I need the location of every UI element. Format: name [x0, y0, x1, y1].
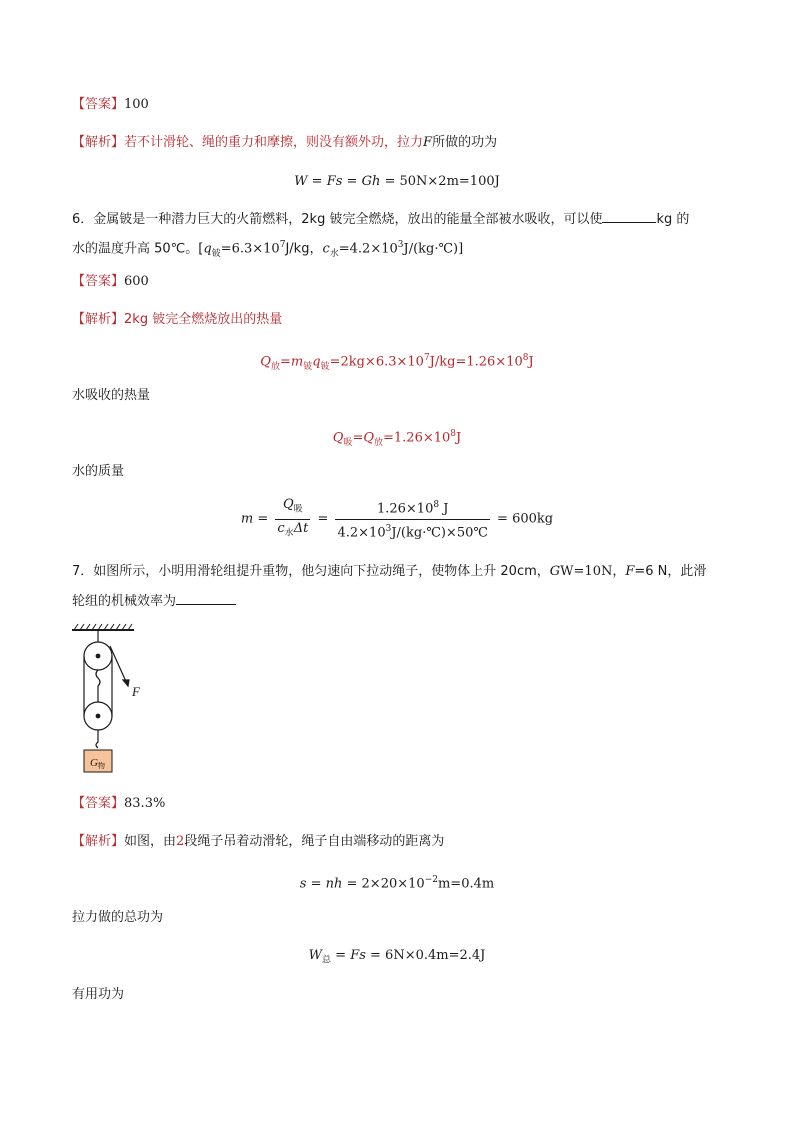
q7-stem-line2	[72, 590, 236, 612]
q7-text-useful	[72, 985, 124, 1005]
q7-answer	[72, 794, 165, 814]
q-exp: 7	[279, 240, 286, 250]
eq-sub: 放	[270, 361, 280, 372]
movable-pulley	[84, 670, 112, 748]
frac-den-c: c	[277, 520, 285, 536]
eq-fs: Fs	[350, 948, 366, 963]
q7-equation-1	[0, 870, 794, 894]
q-symbol: q	[203, 241, 212, 257]
q7-stem-text: 7．如图所示，小明用滑轮组提升重物，他匀速向下拉动绳子，使物体上升 20cm，	[72, 564, 550, 579]
frac-num: 1.26×10	[376, 501, 434, 517]
eq-fs: Fs	[326, 174, 343, 189]
analysis-text: 2kg 铍完全燃烧放出的热量	[124, 312, 283, 327]
eq-rest: = 50N×2m=100J	[380, 174, 500, 189]
eq-sign: =	[306, 876, 326, 892]
q7-stem-text2: 轮组的机械效率为	[72, 594, 177, 609]
force-variable: F	[423, 135, 433, 150]
frac-sub: 吸	[293, 504, 303, 515]
stem-text: =10N，	[573, 564, 626, 579]
answer-tag: 【答案】	[72, 274, 125, 289]
eq-sign: =	[331, 948, 351, 963]
frac-unit: J	[439, 501, 449, 517]
weight-g: G	[90, 757, 98, 769]
force-label: F	[132, 684, 140, 699]
stem-g-sub: W	[560, 564, 574, 579]
eq-exp: 8	[450, 429, 457, 439]
fraction-1	[275, 496, 310, 542]
q7-stem-line1	[72, 562, 706, 582]
eq-gh: Gh	[361, 174, 381, 189]
eq-exp: 8	[522, 353, 529, 363]
answer-value: 83.3%	[124, 796, 166, 811]
analysis-text: 拉力做的总功为	[72, 910, 164, 925]
eq-nh: nh	[325, 876, 343, 892]
eq-q: Q	[260, 354, 271, 370]
answer-tag: 【答案】	[72, 97, 125, 112]
analysis-tag: 【解析】	[72, 135, 125, 150]
c-exp: 3	[397, 240, 404, 250]
q-sub: 铍	[211, 248, 221, 259]
eq-rest: =1.26×10	[383, 430, 451, 446]
weight-sub: 物	[97, 762, 105, 770]
eq-m: =m	[279, 354, 304, 370]
eq-unit: m=0.4m	[437, 876, 495, 892]
q6-answer	[72, 272, 149, 292]
frac-exp: 8	[433, 500, 440, 511]
eq-sign: =	[342, 174, 362, 189]
q6-stem-text-end: kg 的	[656, 212, 690, 227]
c-symbol: c	[322, 241, 330, 257]
eq-exp: 7	[423, 353, 430, 363]
q6-stem-line2	[72, 235, 463, 264]
analysis-number: 2	[176, 834, 185, 849]
q6-text-absorb	[72, 386, 150, 406]
eq-s: s	[299, 876, 307, 892]
c-value: =4.2×10	[338, 241, 398, 257]
q7-analysis	[72, 832, 444, 852]
q6-stem-text: 6．金属铍是一种潜力巨大的火箭燃料，2kg 铍完全燃烧，放出的能量全部被水吸收，可以使	[72, 212, 603, 227]
q7-text-total	[72, 908, 163, 928]
eq-sub: 放	[374, 437, 384, 448]
weight-block	[84, 750, 112, 772]
analysis-text: 有用功为	[72, 987, 125, 1002]
q6-equation-2	[0, 424, 794, 453]
q-unit: J/kg，	[285, 241, 323, 257]
q7-equation-2	[0, 946, 794, 971]
frac-den-dt: Δt	[293, 520, 309, 536]
eq-w: W	[294, 174, 308, 189]
eq-rest: =2kg×6.3×10	[329, 354, 424, 370]
eq-rest: J/kg=1.26×10	[429, 354, 523, 370]
analysis-text: 水的质量	[72, 464, 125, 479]
analysis-text: 如图，由	[124, 834, 177, 849]
q5-equation	[0, 172, 794, 192]
eq-sign: =	[313, 511, 333, 527]
eq-q: Q	[332, 430, 344, 446]
q-value: =6.3×10	[220, 241, 280, 257]
q6-equation-3	[0, 496, 794, 542]
stem-text: =6 N，此滑	[634, 564, 707, 579]
stem-f: F	[625, 564, 635, 579]
eq-sub: 铍	[320, 361, 330, 372]
q6-analysis	[72, 310, 282, 330]
q5-answer	[72, 95, 149, 115]
eq-unit: J	[456, 430, 462, 446]
eq-qq: q	[312, 354, 321, 370]
frac-sub: 水	[284, 528, 294, 539]
eq-result: = 600kg	[492, 511, 554, 527]
eq-rest: = 2×20×10	[342, 876, 425, 892]
q5-analysis	[72, 133, 497, 153]
eq-sub: 吸	[343, 437, 353, 448]
c-sub: 水	[329, 248, 339, 259]
eq-sub: 铍	[303, 361, 313, 372]
pulley-diagram	[62, 622, 152, 782]
answer-blank[interactable]	[176, 590, 236, 605]
analysis-text: 若不计滑轮、绳的重力和摩擦，则没有额外功，拉力	[124, 135, 424, 150]
q6-equation-1	[0, 348, 794, 377]
analysis-tag: 【解析】	[72, 834, 125, 849]
answer-value: 600	[124, 274, 149, 289]
answer-tag: 【答案】	[72, 796, 125, 811]
eq-sign: =	[307, 174, 327, 189]
eq-unit: J	[528, 354, 534, 370]
stem-g: G	[549, 564, 561, 579]
fraction-2	[335, 496, 489, 542]
eq-m: m	[240, 511, 254, 527]
eq-w: W	[308, 948, 322, 963]
frac-exp: 3	[385, 523, 392, 534]
c-unit: J/(kg·℃)]	[403, 241, 464, 257]
analysis-tag: 【解析】	[72, 312, 125, 327]
eq-rest: = 6N×0.4m=2.4J	[365, 948, 486, 963]
ceiling	[72, 624, 134, 630]
analysis-text-end: 所做的功为	[432, 135, 498, 150]
answer-value: 100	[124, 97, 149, 112]
q6-stem-text2: 水的温度升高 50℃。[	[72, 241, 204, 257]
frac-unit: J/(kg·℃)×50℃	[391, 524, 488, 540]
eq-q2: =Q	[352, 430, 374, 446]
fixed-pulley	[84, 630, 112, 670]
analysis-text-end: 段绳子吊着动滑轮，绳子自由端移动的距离为	[184, 834, 445, 849]
eq-exp: −2	[424, 875, 438, 885]
answer-blank[interactable]	[602, 208, 656, 223]
frac-den: 4.2×10	[337, 524, 386, 540]
frac-num: Q	[283, 497, 294, 512]
q6-stem-line1	[72, 208, 689, 230]
eq-sub: 总	[322, 955, 332, 966]
q6-text-mass	[72, 462, 124, 482]
analysis-text: 水吸收的热量	[72, 388, 151, 403]
eq-sign: =	[253, 511, 273, 527]
